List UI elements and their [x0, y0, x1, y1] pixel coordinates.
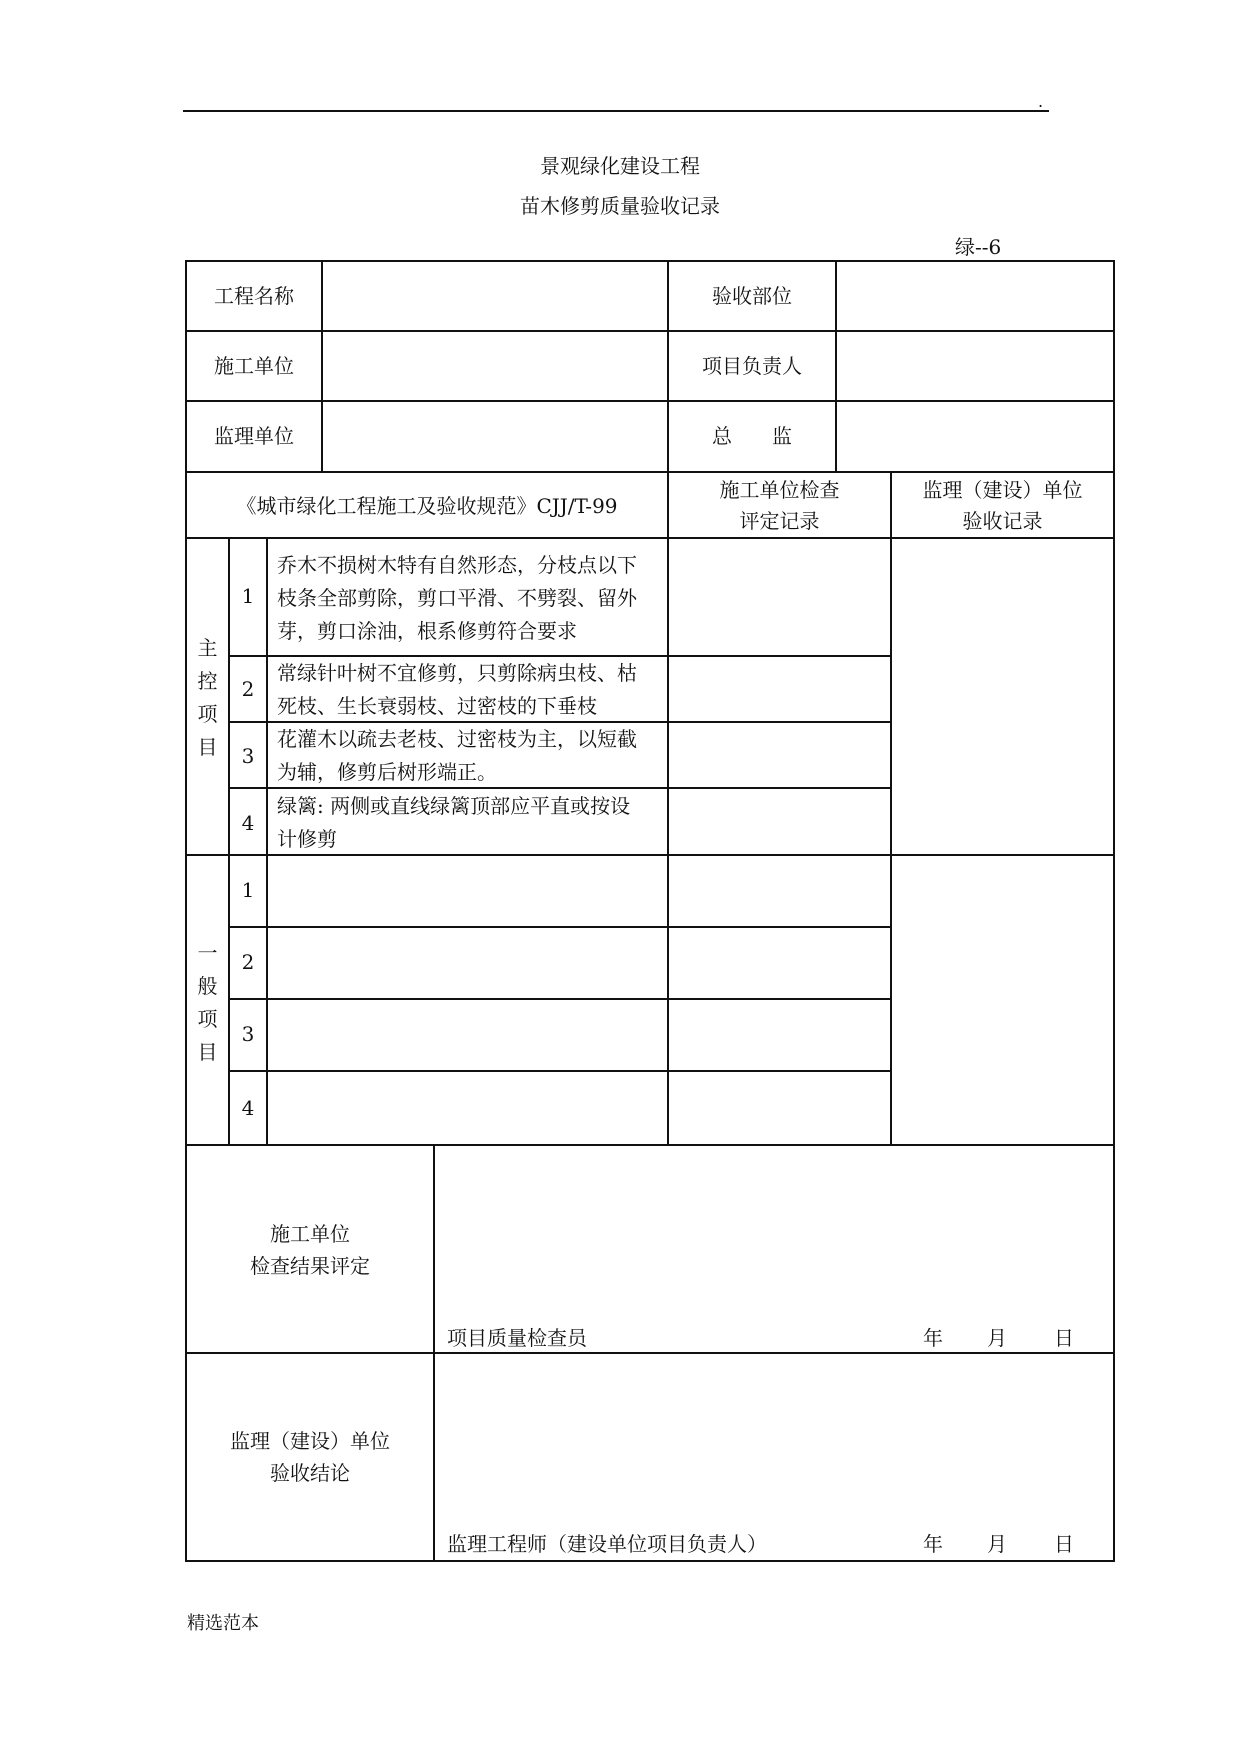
project-leader-field[interactable]	[837, 332, 1113, 400]
date-month: 月	[987, 1532, 1007, 1556]
supervision-result-label-line2: 验收结论	[270, 1461, 350, 1485]
date-year: 年	[923, 1532, 943, 1556]
document-title: 景观绿化建设工程	[540, 154, 700, 178]
chief-supervisor-label: 总 监	[712, 424, 792, 448]
general-label-char: 目	[197, 1040, 218, 1064]
main-item-number: 3	[241, 744, 255, 768]
general-item-check-field[interactable]	[669, 856, 890, 926]
table-border-left	[185, 260, 187, 1562]
general-label-char: 项	[197, 1007, 218, 1031]
main-item-text-line: 芽，剪口涂油，根系修剪符合要求	[277, 619, 577, 643]
general-item-content-field[interactable]	[268, 1072, 667, 1144]
supervision-accept-header-line1: 监理（建设）单位	[922, 478, 1083, 502]
construction-result-field[interactable]	[435, 1146, 1113, 1326]
date-year: 年	[923, 1326, 943, 1350]
construction-unit-label: 施工单位	[214, 354, 294, 378]
construction-check-header-line2: 评定记录	[739, 509, 820, 533]
general-item-check-field[interactable]	[669, 1072, 890, 1144]
main-item-text-line: 常绿针叶树不宜修剪，只剪除病虫枝、枯	[277, 661, 637, 685]
general-item-number: 4	[241, 1096, 255, 1120]
grid-line	[228, 537, 230, 1146]
main-item-text-line: 死枝、生长衰弱枝、过密枝的下垂枝	[277, 694, 597, 718]
date-month: 月	[987, 1326, 1007, 1350]
main-control-label-char: 控	[197, 669, 218, 693]
main-item-text-line: 枝条全部剪除，剪口平滑、不劈裂、留外	[277, 586, 637, 610]
project-leader-label: 项目负责人	[702, 354, 802, 378]
supervision-unit-field[interactable]	[323, 402, 667, 471]
main-item-text-line: 花灌木以疏去老枝、过密枝为主，以短截	[277, 727, 637, 751]
main-item-check-field[interactable]	[669, 657, 890, 721]
supervision-result-label-line1: 监理（建设）单位	[230, 1429, 390, 1453]
acceptance-part-field[interactable]	[837, 262, 1113, 330]
general-item-content-field[interactable]	[268, 928, 667, 998]
main-item-number: 2	[241, 677, 255, 701]
acceptance-part-label: 验收部位	[712, 284, 792, 308]
construction-result-label-line1: 施工单位	[270, 1222, 350, 1246]
quality-inspector-label: 项目质量检查员	[447, 1326, 587, 1350]
supervision-accept-header-line2: 验收记录	[962, 509, 1043, 533]
main-control-label-char: 项	[197, 702, 218, 726]
supervising-engineer-label: 监理工程师（建设单位项目负责人）	[447, 1532, 767, 1556]
main-item-text-line: 乔木不损树木特有自然形态，分枝点以下	[277, 553, 637, 577]
main-control-label-char: 主	[197, 636, 218, 660]
general-item-check-field[interactable]	[669, 928, 890, 998]
main-item-number: 4	[241, 811, 255, 835]
grid-line	[185, 471, 1115, 473]
main-item-text-line: 绿篱: 两侧或直线绿篱顶部应平直或按设	[277, 794, 631, 818]
date-day: 日	[1054, 1326, 1074, 1350]
main-control-label-char: 目	[197, 735, 218, 759]
date-day: 日	[1054, 1532, 1074, 1556]
general-item-content-field[interactable]	[268, 856, 667, 926]
table-border-right	[1113, 260, 1115, 1562]
main-item-check-field[interactable]	[669, 723, 890, 787]
chief-supervisor-field[interactable]	[837, 402, 1113, 471]
supervision-unit-label: 监理单位	[214, 424, 294, 448]
general-item-check-field[interactable]	[669, 1000, 890, 1070]
project-name-field[interactable]	[323, 262, 667, 330]
table-border-bottom	[185, 1560, 1115, 1562]
general-label-char: 一	[197, 941, 218, 965]
supervision-result-field[interactable]	[435, 1354, 1113, 1530]
main-item-number: 1	[241, 584, 255, 608]
header-rule	[183, 110, 1049, 112]
main-item-check-field[interactable]	[669, 789, 890, 854]
main-item-text-line: 计修剪	[277, 827, 337, 851]
construction-result-label-line2: 检查结果评定	[250, 1254, 370, 1278]
main-item-text-line: 为辅，修剪后树形端正。	[277, 760, 497, 784]
construction-check-header-line1: 施工单位检查	[719, 478, 840, 502]
general-item-number: 1	[241, 878, 255, 902]
spec-reference: 《城市绿化工程施工及验收规范》CJJ/T-99	[236, 494, 618, 518]
main-control-supervision-field[interactable]	[892, 539, 1113, 854]
general-item-number: 3	[241, 1022, 255, 1046]
general-supervision-field[interactable]	[892, 856, 1113, 1144]
form-code: 绿--6	[955, 235, 1002, 259]
footer-note: 精选范本	[187, 1613, 259, 1634]
document-subtitle: 苗木修剪质量验收记录	[520, 194, 720, 218]
header-dot: .	[1038, 92, 1044, 111]
general-item-number: 2	[241, 950, 255, 974]
general-label-char: 般	[197, 974, 218, 998]
construction-unit-field[interactable]	[323, 332, 667, 400]
general-item-content-field[interactable]	[268, 1000, 667, 1070]
main-item-check-field[interactable]	[669, 539, 890, 655]
project-name-label: 工程名称	[214, 284, 294, 308]
